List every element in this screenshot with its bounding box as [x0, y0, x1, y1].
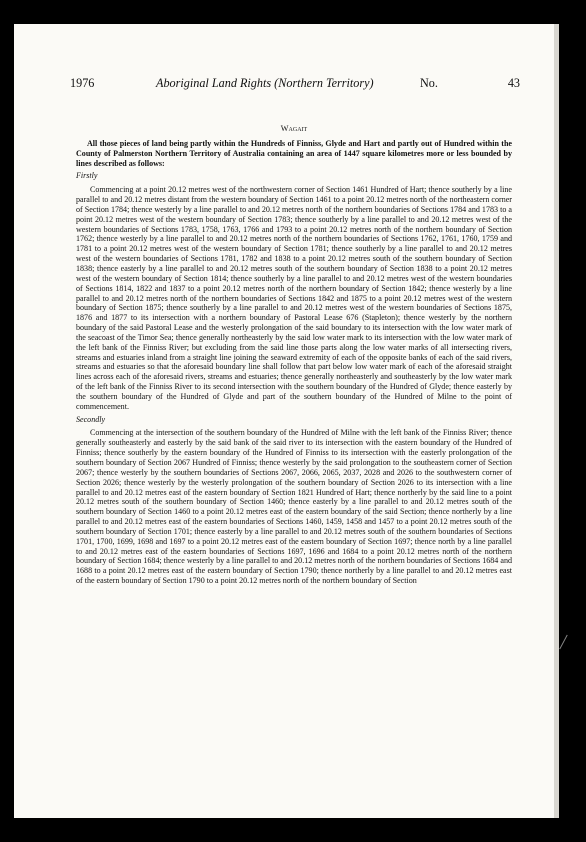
subheading-secondly: Secondly: [76, 414, 106, 424]
header-no-label: No.: [420, 76, 438, 90]
margin-mark: [559, 635, 567, 650]
running-header: [70, 76, 520, 94]
page-number: 43: [507, 76, 520, 90]
subheading-firstly: Firstly: [76, 171, 98, 181]
header-title: Aboriginal Land Rights (Northern Territory): [156, 76, 374, 90]
section-title: Wagait: [280, 124, 308, 133]
page-edge: [554, 24, 559, 818]
header-year: 1976: [70, 76, 95, 90]
intro-paragraph: All those pieces of land being partly within the Hundreds of Finniss, Glyde and Hart and partly out of Hundred within the County of Palmerston Northern Territory of Australia containing an area of 1447 square kilometres more or less bounded by lines described as follows:: [76, 138, 512, 168]
document-body: [76, 124, 512, 586]
paragraph-firstly: Commencing at a point 20.12 metres west of the northwestern corner of Section 1461 Hundred of Hart; thence southerly by a line parallel to and 20.12 metres distant from the western boundary of Section 1461 to a point 20.12 metres north of the northeastern corner of Section 1784; thence westerly by a line parallel to and 20.12 metres north of the northern boundaries of Sections 1784 and 1783 to a point 20.12 metres west of the western boundary of Section 1783; thence southerly by a line parallel to and 20.12 metres west of the western boundaries of Sections 1783, 1758, 1763, 1766 and 1793 to a point 20.12 metres north of the northern boundary of Section 1762; thence westerly by a line parallel to and 20.12 metres north of the northern boundaries of Sections 1762, 1761, 1760, 1759 and 1781 to a point 20.12 metres west of the western boundary of Section 1781; thence southerly by a line parallel to and 20.12 metres west of the western boundaries of Sections 1781, 1782 and 1838 to a point 20.12 metres south of the southern boundary of Section 1838; thence easterly by a line parallel to and 20.12 metres south of the southern boundary of Section 1838 to a point 20.12 metres west of the western boundary of Section 1814; thence southerly by a line parallel to and 20.12 metres west of the western boundaries of Sections 1814, 1822 and 1837 to a point 20.12 metres north of the northern boundary of Section 1842; thence westerly by a line parallel to and 20.12 metres north of the northern boundaries of Sections 1842 and 1875 to a point 20.12 metres west of the western boundary of Section 1875; thence southerly by a line parallel to and 20.12 metres west of the western boundaries of Sections 1875, 1876 and 1877 to its intersection with a northern boundary of Pastoral Lease 676 (Stapleton); thence westerly by the northern boundary of the said Pastoral Lease and the westerly prolongation of the said boundary to its intersection with the low water mark of the seacoast of the Timor Sea; thence generally northeasterly by the said low water mark to its intersection with the low water mark of the left bank of the Finniss River; but excluding from the said line those parts along the low water marks of all intersecting rivers, streams and estuaries inland from a straight line joining the seaward extremity of each of the opposite banks of each of the said rivers, streams and estuaries so that the aforesaid boundary line shall follow that part below low water mark of each of the aforesaid straight lines across each of the aforesaid rivers, streams and estuaries; thence generally northeasterly and southeasterly by the low water mark of the left bank of the Finniss River to its second intersection with the southern boundary of the Hundred of Glyde; thence easterly by the southern boundary of the Hundred of Glyde and part of the southern boundary of the Hundred of Milne to the point of commencement.: [76, 185, 512, 411]
paragraph-secondly: Commencing at the intersection of the southern boundary of the Hundred of Milne with the left bank of the Finniss River; thence generally southeasterly and easterly by the said bank of the said river to its intersection with the eastern boundary of the Hundred of Finniss; thence southerly by the eastern boundary of the Hundred of Finniss to its intersection with the easterly prolongation of the southern boundary of Section 2067 Hundred of Finniss; thence westerly by the said prolongation to the southeastern corner of Section 2067; thence westerly by the southern boundaries of Sections 2067, 2066, 2065, 2037, 2028 and 2026 to the southwestern corner of Section 2026; thence westerly by the westerly prolongation of the southern boundary of Section 2026 to its intersection with a line parallel to and 20.12 metres east of the eastern boundary of Section 1821 Hundred of Hart; thence northerly by the said line to a point 20.12 metres south of the southern boundary of Section 1460; thence easterly by a line parallel to and 20.12 metres south of the southern boundary of Section 1460 to a point 20.12 metres east of the eastern boundary of the said Section; thence northerly by a line parallel to and 20.12 metres east of the eastern boundaries of Sections 1460, 1459, 1458 and 1457 to a point 20.12 metres south of the southern boundary of Section 1701; thence easterly by a line parallel to and 20.12 metres south of the southern boundaries of Sections 1701, 1700, 1699, 1698 and 1697 to a point 20.12 metres east of the eastern boundary of Section 1697; thence north by a line parallel to and 20.12 metres east of the eastern boundaries of Sections 1697, 1696 and 1684 to a point 20.12 metres north of the northern boundary of Section 1684; thence westerly by a line parallel to and 20.12 metres north of the northern boundaries of Sections 1684 and 1688 to a point 20.12 metres east of the eastern boundary of Section 1790; thence northerly by a line parallel to and 20.12 metres east of the eastern boundary of Section 1790 to a point 20.12 metres north of the northern boundary of Section: [76, 428, 512, 586]
